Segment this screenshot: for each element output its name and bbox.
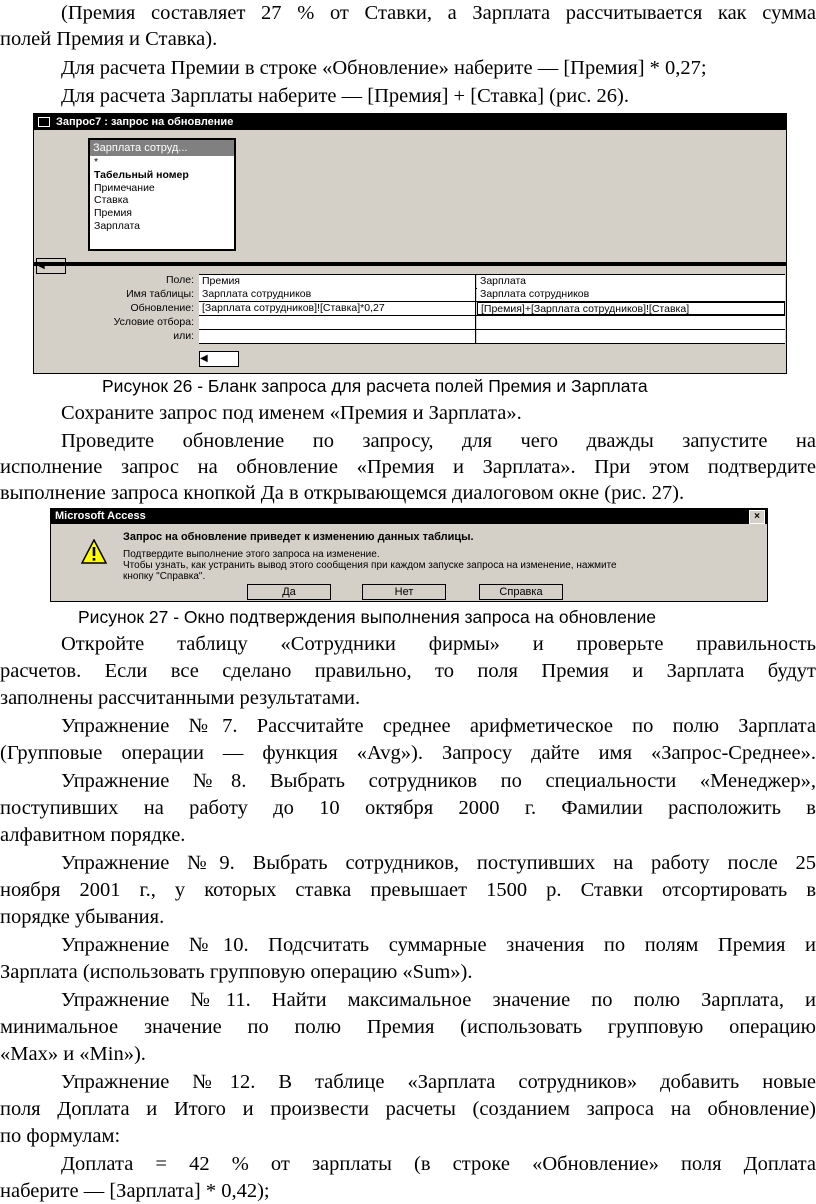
grid-cell[interactable] <box>477 316 785 329</box>
field-list-title: Зарплата сотруд... <box>90 140 234 156</box>
dialog-title: Microsoft Access <box>55 510 146 522</box>
paragraph-line: порядке убывания. <box>0 906 165 928</box>
yes-button[interactable]: Да <box>247 584 331 600</box>
paragraph-line: Упражнение №7. Рассчитайте среднее арифметическое по полю Зарплата <box>61 715 816 737</box>
paragraph-line: Для расчета Премии в строке «Обновление» наберите — [Премия] * 0,27; <box>61 57 707 79</box>
grid-cell[interactable]: Зарплата <box>477 275 785 288</box>
grid-scroll-left[interactable]: ◀ <box>199 351 239 367</box>
table-pane <box>34 130 786 248</box>
paragraph-line: Упражнение №11. Найти максимальное значение по полю Зарплата, и <box>61 989 816 1011</box>
paragraph-line: Зарплата (использовать групповую операцию «Sum»). <box>0 961 473 983</box>
window-title: Запрос7 : запрос на обновление <box>56 116 234 128</box>
paragraph-line: Для расчета Зарплаты наберите — [Премия] + [Ставка] (рис. 26). <box>61 85 630 107</box>
scroll-left-button[interactable] <box>36 258 66 274</box>
paragraph-line: минимальное значение по полю Премия (использовать групповую операцию <box>0 1016 816 1038</box>
paragraph-line: Упражнение №10. Подсчитать суммарные значения по полям Премия и <box>61 934 816 956</box>
row-label-update: Обновление: <box>130 302 194 314</box>
warning-icon <box>81 539 107 565</box>
paragraph-line: (Премия составляет 27 % от Ставки, а Зарплата рассчитывается как сумма <box>61 2 816 24</box>
paragraph-line: Откройте таблицу «Сотрудники фирмы» и проверьте правильность <box>61 633 816 655</box>
field-item[interactable]: Табельный номер <box>94 168 189 181</box>
help-button[interactable]: Справка <box>479 584 563 600</box>
paragraph-line: по формулам: <box>0 1125 121 1147</box>
dialog-message-line: Подтвердите выполнение этого запроса на изменение. <box>123 549 380 560</box>
paragraph-line: расчетов. Если все сделано правильно, то поля Премия и Зарплата будут <box>0 660 816 682</box>
grid-cell-active[interactable]: [Премия]+[Зарплата сотрудников]![Ставка] <box>477 302 785 315</box>
paragraph-line: Доплата = 42 % от зарплаты (в строке «Обновление» поля Доплата <box>61 1153 816 1175</box>
paragraph-line: наберите — [Зарплата] * 0,42); <box>0 1180 270 1202</box>
paragraph-line: «Max» и «Min»). <box>0 1043 146 1065</box>
grid-cell[interactable]: Зарплата сотрудников <box>199 288 476 301</box>
field-item[interactable]: * <box>94 156 99 168</box>
field-item[interactable]: Премия <box>94 207 132 220</box>
paragraph-line: алфавитном порядке. <box>0 824 186 846</box>
paragraph-line: Упражнение №8. Выбрать сотрудников по специальности «Менеджер», <box>61 770 816 792</box>
field-item[interactable]: Ставка <box>94 194 129 207</box>
window-titlebar <box>34 114 786 130</box>
paragraph-line: исполнение запрос на обновление «Премия и Зарплата». При этом подтвердите <box>0 456 816 478</box>
figure-caption: Рисунок 27 - Окно подтверждения выполнения запроса на обновление <box>78 607 657 627</box>
paragraph-line: заполнены рассчитанными результатами. <box>0 687 361 709</box>
paragraph-line: поступивших на работу до 10 октября 2000 г. Фамилии расположить в <box>0 797 816 819</box>
query-design-window <box>33 113 787 374</box>
grid-cell[interactable] <box>477 330 785 343</box>
dialog-titlebar <box>51 509 767 524</box>
grid-cell[interactable] <box>199 316 476 329</box>
grid-cell[interactable]: Премия <box>199 275 476 288</box>
dialog-message-line: Чтобы узнать, как устранить вывод этого сообщения при каждом запуске запроса на изменение, нажмите <box>123 560 617 571</box>
dialog-message-title: Запрос на обновление приведет к изменению данных таблицы. <box>123 531 474 543</box>
pane-divider[interactable] <box>34 262 786 266</box>
paragraph-line: Упражнение №9. Выбрать сотрудников, поступивших на работу после 25 <box>61 852 816 874</box>
dialog-message-body <box>123 549 617 582</box>
row-label-criteria: Условие отбора: <box>113 316 194 328</box>
paragraph-line: (Групповые операции — функция «Avg»). Запросу дайте имя «Запрос-Среднее». <box>0 742 816 764</box>
paragraph-line: выполнение запроса кнопкой Да в открывающемся диалоговом окне (рис. 27). <box>0 482 685 504</box>
paragraph-line: ноября 2001 г., у которых ставка превышает 1500 р. Ставки отсортировать в <box>0 879 816 901</box>
grid-cell[interactable]: [Зарплата сотрудников]![Ставка]*0,27 <box>199 302 476 315</box>
paragraph-line: Проведите обновление по запросу, для чего дважды запустите на <box>61 430 816 452</box>
dialog-message-line: кнопку "Справка". <box>123 571 206 582</box>
confirm-dialog <box>50 508 768 602</box>
field-item[interactable]: Примечание <box>94 181 155 194</box>
close-icon[interactable]: × <box>749 510 765 524</box>
grid-cell[interactable]: Зарплата сотрудников <box>477 288 785 301</box>
query-icon <box>38 117 50 127</box>
paragraph-line: поля Доплата и Итого и произвести расчеты (созданием запроса на обновление) <box>0 1098 816 1120</box>
row-label-table: Имя таблицы: <box>126 288 194 300</box>
row-label-field: Поле: <box>165 274 194 286</box>
paragraph-line: полей Премия и Ставка). <box>0 28 218 50</box>
figure-caption: Рисунок 26 - Бланк запроса для расчета полей Премия и Зарплата <box>102 376 648 396</box>
field-list-table[interactable] <box>88 138 236 251</box>
paragraph-line: Сохраните запрос под именем «Премия и Зарплата». <box>61 402 522 424</box>
grid-cell[interactable] <box>199 330 476 343</box>
field-item[interactable]: Зарплата <box>94 219 140 232</box>
no-button[interactable]: Нет <box>362 584 446 600</box>
row-label-or: или: <box>173 330 194 342</box>
paragraph-line: Упражнение №12. В таблице «Зарплата сотрудников» добавить новые <box>61 1071 816 1093</box>
